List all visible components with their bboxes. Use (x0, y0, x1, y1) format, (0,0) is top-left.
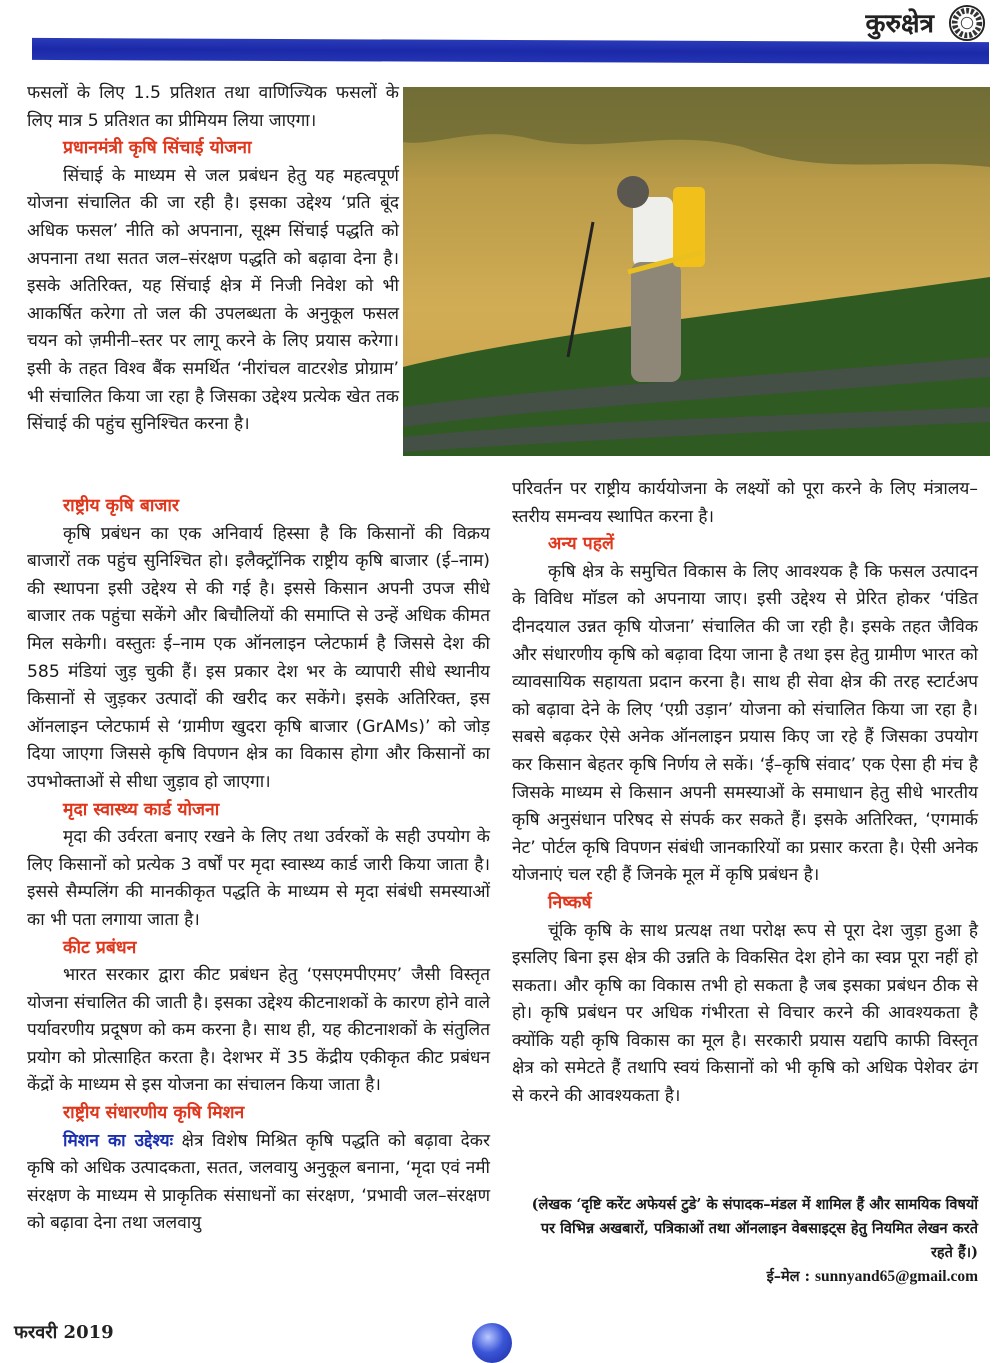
section-body-other-initiatives: कृषि क्षेत्र के समुचित विकास के लिए आवश्यक है कि फसल उत्पादन के विविध मॉडल को अपनाया जाए। इसी उद्देश्य से प्रेरित होकर ‘पंडित दीनदयाल उन्नत कृषि योजना’ संचालित की जा रही है। इसके तहत जैविक और संधारणीय कृषि को बढ़ावा दिया जाना है तथा इस हेतु ग्रामीण भारत को व्यावसायिक सहायता प्रदान करना है। साथ ही सेवा क्षेत्र की तरह स्टार्टअप को बढ़ावा देने के लिए ‘एग्री उड़ान’ योजना को संचालित किया जा रहा है। सबसे बढ़कर ऐसे अनेक ऑनलाइन प्रयास किए जा रहे हैं जिसका उपयोग कर किसान बेहतर कृषि निर्णय ले सकें। ‘ई–कृषि संवाद’ एक ऐसा ही मंच है जिसके माध्यम से किसान अपनी समस्याओं के समाधान हेतु सीधे भारतीय कृषि अनुसंधान परिषद से संपर्क कर सकते हैं। इसके अतिरिक्त, ‘एगमार्क नेट’ पोर्टल कृषि विपणन संबंधी जानकारियों का प्रसार करता है। ऐसी अनेक योजनाएं चल रही हैं जिनके मूल में कृषि प्रबंधन है। (512, 561, 978, 886)
wheel-emblem-icon (948, 4, 986, 42)
section-body-pest-management: भारत सरकार द्वारा कीट प्रबंधन हेतु ‘एसएमपीएमए’ जैसी विस्तृत योजना संचालित की जाती है। इसका उद्देश्य कीटनाशकों के कारण होने वाले पर्यावरणीय प्रदूषण को कम करना है। साथ ही, यह कीटनाशकों के संतुलित प्रयोग को प्रोत्साहित करता है। देशभर में 35 केंद्रीय एकीकृत कीट प्रबंधन केंद्रों के माध्यम से इस योजना का संचालन किया जाता है। (27, 965, 490, 1096)
section-heading-conclusion: निष्कर्ष (548, 892, 592, 913)
section-body-soil-health-card: मृदा की उर्वरता बनाए रखने के लिए तथा उर्वरकों के सही उपयोग के लिए किसानों को प्रत्येक 3 वर्षों पर मृदा स्वास्थ्य कार्ड जारी किया जाता है। इससे सैम्पलिंग की मानकीकृत पद्धति के माध्यम से मृदा संबंधी समस्याओं का भी पता लगाया जाता है। (27, 827, 490, 930)
left-column-lower (27, 493, 490, 1238)
mission-objective-label: मिशन का उद्देश्यः (63, 1130, 174, 1151)
continuation-paragraph: परिवर्तन पर राष्ट्रीय कार्ययोजना के लक्ष्यों को पूरा करने के लिए मंत्रालय–स्तरीय समन्वय स्थापित करना है। (512, 479, 978, 527)
section-heading-irrigation: प्रधानमंत्री कृषि सिंचाई योजना (63, 138, 252, 159)
author-byline (528, 1193, 978, 1289)
issue-date: फरवरी 2019 (14, 1322, 114, 1343)
section-heading-pest-management: कीट प्रबंधन (63, 937, 137, 958)
intro-paragraph: फसलों के लिए 1.5 प्रतिशत तथा वाणिज्यिक फसलों के लिए मात्र 5 प्रतिशत का प्रीमियम लिया जाएगा। (27, 83, 399, 131)
section-body-irrigation: सिंचाई के माध्यम से जल प्रबंधन हेतु यह महत्वपूर्ण योजना संचालित की जा रही है। इसका उद्देश्य ‘प्रति बूंद अधिक फसल’ नीति को अपनाना, सूक्ष्म सिंचाई पद्धति को अपनाना तथा सतत जल–संरक्षण पद्धति को बढ़ावा देना है। इसके अतिरिक्त, यह सिंचाई क्षेत्र में निजी निवेश को भी आकर्षित करेगा तो जल की उपलब्धता के अनुकूल फसल चयन को ज़मीनी–स्तर पर लागू करने के लिए प्रयास करेगा। इसी के तहत विश्व बैंक समर्थित ‘नीरांचल वाटरशेड प्रोग्राम’ भी संचालित किया जा रहा है जिसका उद्देश्य प्रत्येक खेत तक सिंचाई की पहुंच सुनिश्चित करना है। (27, 165, 399, 435)
masthead-title: कुरुक्षेत्र (865, 9, 934, 39)
article-photo (403, 87, 990, 456)
page-number-badge (472, 1323, 512, 1363)
author-email-link[interactable]: sunnyand65@gmail.com (815, 1268, 978, 1285)
section-body-conclusion: चूंकि कृषि के साथ प्रत्यक्ष तथा परोक्ष रूप से पूरा देश जुड़ा हुआ है इसलिए बिना इस क्षेत्र की उन्नति के विकसित देश होने का स्वप्न पूरा नहीं हो सकता। और कृषि का विकास तभी हो सकता है जब इसका प्रबंधन ठीक से हो। कृषि प्रबंधन पर अधिक गंभीरता से विचार करने की आवश्यकता है क्योंकि यही कृषि विकास का मूल है। सरकारी प्रयास यद्यपि काफी विस्तृत क्षेत्र को समेटते हैं तथापि स्वयं किसानों को भी कृषि को अधिक पेशेवर ढंग से करने की आवश्यकता है। (512, 920, 978, 1107)
section-body-sustainable-mission (27, 1128, 490, 1238)
author-note: (लेखक ‘दृष्टि करेंट अफेयर्स टुडे’ के संपादक–मंडल में शामिल हैं और सामयिक विषयों पर विभिन्न अखबारों, पत्रिकाओं तथा ऑनलाइन वेबसाइट्स हेतु नियमित लेखन करते रहते हैं।) (531, 1196, 978, 1261)
farmer-spraying-photo (403, 87, 990, 456)
header-banner (32, 38, 989, 64)
section-heading-other-initiatives: अन्य पहलें (548, 534, 614, 555)
section-heading-national-market: राष्ट्रीय कृषि बाजार (63, 496, 180, 516)
mission-objective-text: क्षेत्र विशेष मिश्रित कृषि पद्धति को बढ़ावा देकर कृषि को अधिक उत्पादकता, सतत, जलवायु अनुकूल बनाना, ‘मृदा एवं नमी संरक्षण के माध्यम से प्राकृतिक संसाधनों का संरक्षण, ‘प्रभावी जल–संरक्षण को बढ़ावा देना तथा जलवायु (27, 1130, 490, 1234)
section-heading-sustainable-mission: राष्ट्रीय संधारणीय कृषि मिशन (63, 1103, 245, 1124)
section-body-national-market: कृषि प्रबंधन का एक अनिवार्य हिस्सा है कि किसानों की विक्रय बाजारों तक पहुंच सुनिश्चित हो। इलैक्ट्रॉनिक राष्ट्रीय कृषि बाजार (ई–नाम) की स्थापना इसी उद्देश्य से की गई है। इससे किसान अपनी उपज सीधे बाजार तक पहुंचा सकेंगे और बिचौलियों की समाप्ति से उन्हें अधिक कीमत मिल सकेगी। वस्तुतः ई–नाम एक ऑनलाइन प्लेटफार्म है जिससे देश की 585 मंडियां जुड़ चुकी हैं। इस प्रकार देश भर के व्यापारी सीधे स्थानीय किसानों से जुड़कर उत्पादों की खरीद कर सकेंगे। इसके अतिरिक्त, इस ऑनलाइन प्लेटफार्म से ‘ग्रामीण खुदरा कृषि बाजार (GrAMs)’ को जोड़ दिया जाएगा जिससे कृषि विपणन क्षेत्र का विकास होगा और किसानों का उपभोक्ताओं से सीधा जुड़ाव हो जाएगा। (27, 523, 490, 792)
email-label: ई–मेल : (766, 1268, 815, 1285)
right-column (512, 476, 978, 1111)
left-column-top (27, 80, 399, 439)
section-heading-soil-health-card: मृदा स्वास्थ्य कार्ड योजना (63, 799, 220, 820)
